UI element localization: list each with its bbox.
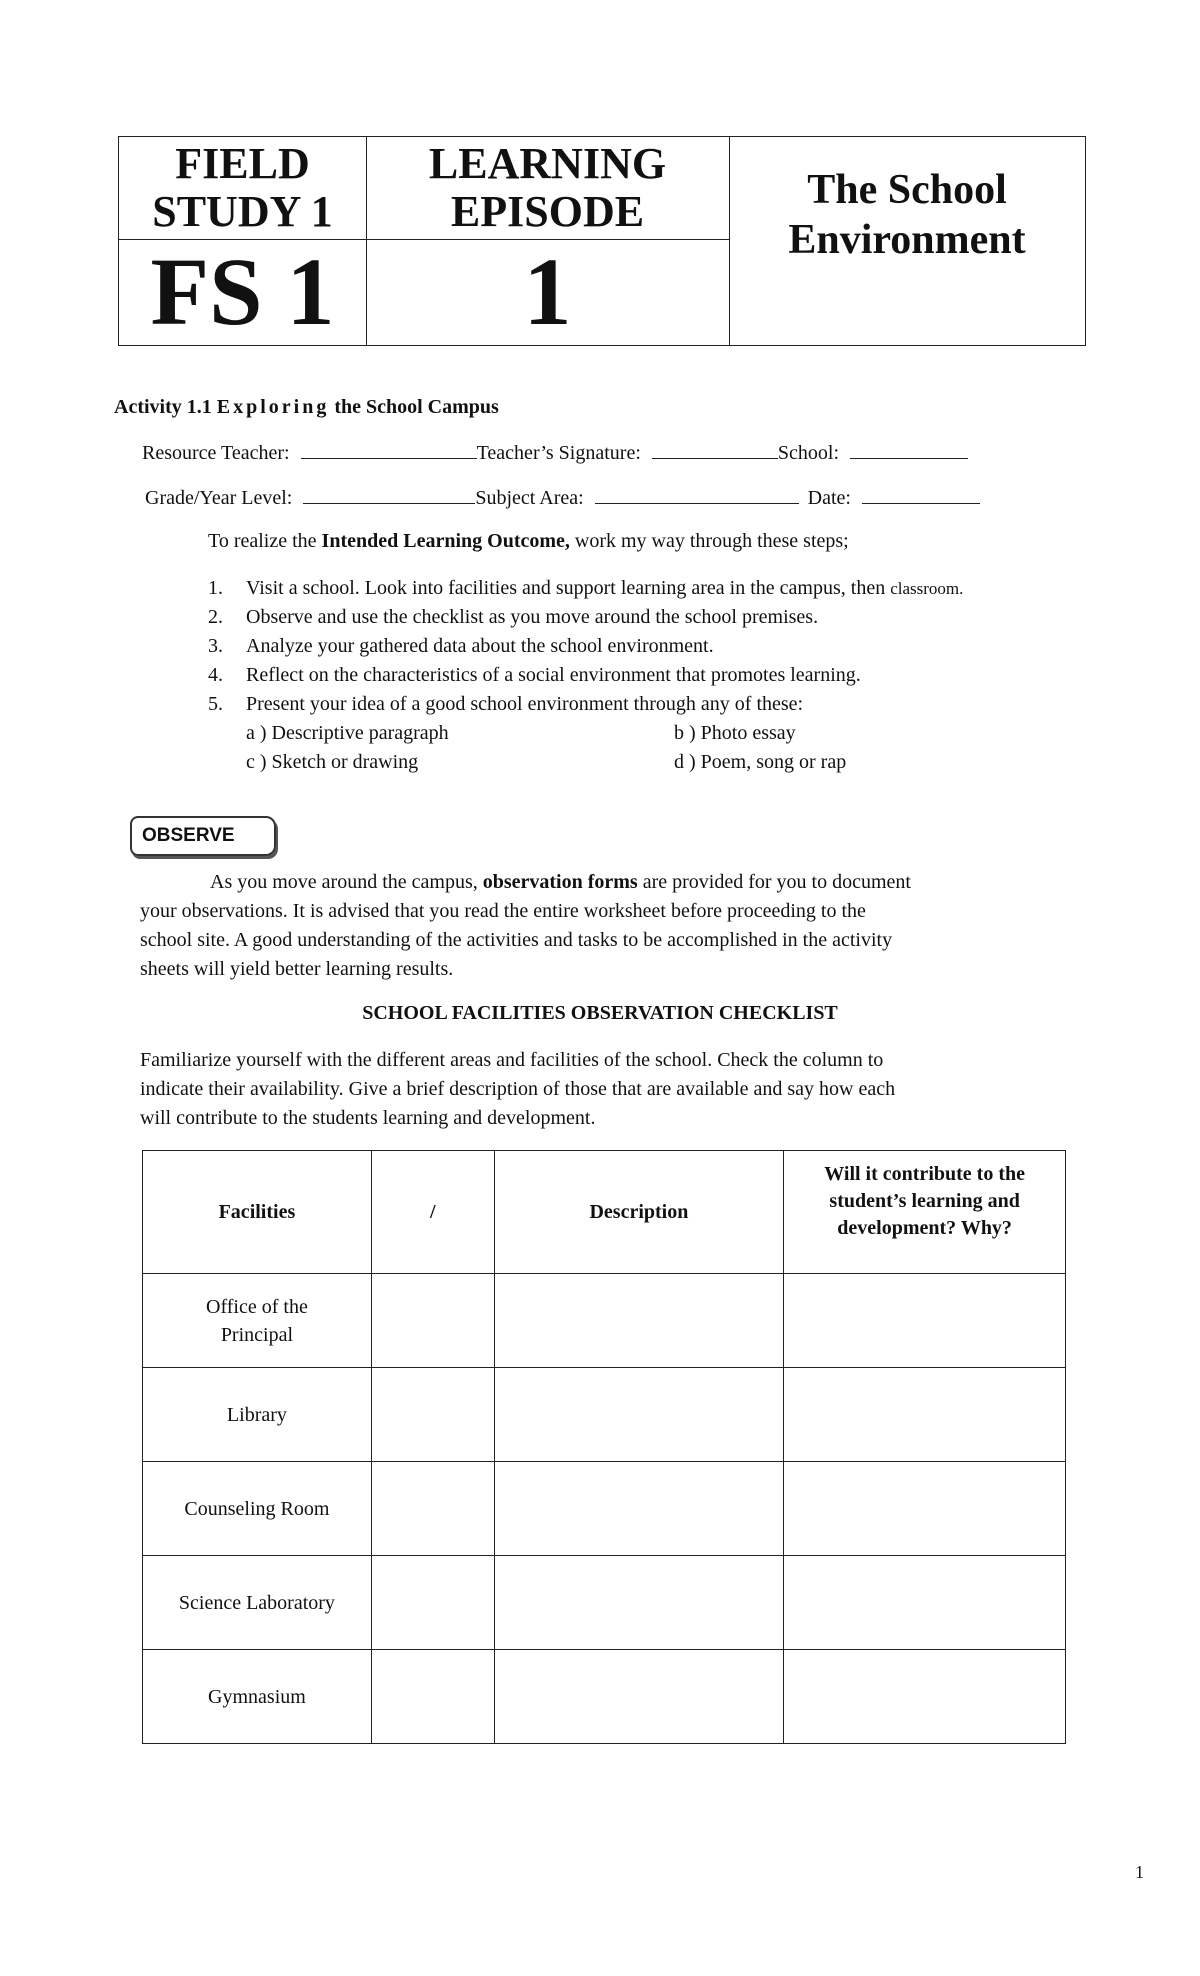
step-text: Reflect on the characteristics of a social environment that promotes learning. (246, 664, 861, 686)
step-item (208, 574, 963, 603)
step-number: 2. (208, 606, 223, 628)
intro-before: To realize the (208, 530, 322, 552)
subject-area-blank[interactable] (595, 485, 799, 504)
step-item (208, 690, 963, 719)
step-text: Visit a school. Look into facilities and support learning area in the campus, then (246, 577, 891, 599)
facility-name: Gymnasium (143, 1650, 372, 1744)
facility-name: Science Laboratory (143, 1556, 372, 1650)
observe-bold: observation forms (482, 871, 638, 893)
description-cell[interactable] (494, 1274, 784, 1368)
date-blank[interactable] (862, 485, 980, 504)
observe-line-3: school site. A good understanding of the activities and tasks to be accomplished in the activity (140, 929, 893, 951)
option-d: d ) Poem, song or rap (674, 751, 847, 773)
facility-name: Counseling Room (143, 1462, 372, 1556)
grade-level-blank[interactable] (303, 485, 475, 504)
check-cell[interactable] (371, 1556, 494, 1650)
instructions-line-2: indicate their availability. Give a brief description of those that are available and say how each (140, 1078, 896, 1100)
step-number: 3. (208, 635, 223, 657)
activity-title (114, 396, 499, 419)
facility-name (143, 1274, 372, 1368)
header-contribute-text: Will it contribute to the student’s learning and development? Why? (824, 1162, 1025, 1239)
field-study-title: FIELD STUDY 1 (152, 139, 333, 236)
check-cell[interactable] (371, 1462, 494, 1556)
step-item (208, 603, 963, 632)
check-cell[interactable] (371, 1274, 494, 1368)
description-cell[interactable] (494, 1368, 784, 1462)
table-row (143, 1650, 1066, 1744)
facilities-checklist-table (142, 1150, 1066, 1744)
learning-episode-title: LEARNING EPISODE (428, 139, 667, 236)
observe-line-2: your observations. It is advised that you read the entire worksheet before proceeding to the (140, 900, 866, 922)
step-number: 5. (208, 693, 223, 715)
step-text: Present your idea of a good school environment through any of these: (246, 693, 804, 715)
header-description: Description (494, 1151, 784, 1274)
facility-name-text: Office of the Principal (206, 1295, 308, 1346)
fields-row-1 (142, 440, 968, 465)
resource-teacher-blank[interactable] (301, 440, 477, 459)
fields-row-2 (145, 485, 980, 510)
checklist-title: SCHOOL FACILITIES OBSERVATION CHECKLIST (362, 1002, 838, 1024)
table-row (143, 1462, 1066, 1556)
subject-area-label: Subject Area: (475, 487, 584, 509)
episode-number: 1 (523, 238, 572, 345)
observe-before: As you move around the campus, (210, 871, 483, 893)
activity-rest: the School Campus (334, 396, 499, 418)
observe-paragraph (140, 868, 911, 984)
table-row (143, 1368, 1066, 1462)
option-c: c ) Sketch or drawing (246, 751, 419, 773)
fs-code: FS 1 (150, 238, 335, 345)
activity-label: Activity 1.1 (114, 396, 212, 418)
facility-name: Library (143, 1368, 372, 1462)
contribute-cell[interactable] (784, 1462, 1066, 1556)
header-contribute (784, 1151, 1066, 1274)
steps-list (208, 574, 963, 777)
school-blank[interactable] (850, 440, 968, 459)
step-item (208, 661, 963, 690)
table-row (143, 1274, 1066, 1368)
step-text-small: classroom. (890, 579, 964, 598)
options-row (208, 748, 963, 777)
step-item (208, 632, 963, 661)
check-cell[interactable] (371, 1368, 494, 1462)
contribute-cell[interactable] (784, 1274, 1066, 1368)
check-cell[interactable] (371, 1650, 494, 1744)
table-row (143, 1556, 1066, 1650)
intro-after: work my way through these steps; (569, 530, 849, 552)
observe-section-label: OBSERVE (130, 816, 276, 856)
table-header-row (143, 1151, 1066, 1274)
option-b: b ) Photo essay (674, 722, 796, 744)
contribute-cell[interactable] (784, 1556, 1066, 1650)
header-check: / (371, 1151, 494, 1274)
step-number: 4. (208, 664, 223, 686)
page-number: 1 (1135, 1862, 1144, 1882)
observe-after: are provided for you to document (637, 871, 911, 893)
observe-line-4: sheets will yield better learning results. (140, 958, 454, 980)
contribute-cell[interactable] (784, 1368, 1066, 1462)
instructions-line-3: will contribute to the students learning and development. (140, 1107, 596, 1129)
contribute-cell[interactable] (784, 1650, 1066, 1744)
instructions-line-1: Familiarize yourself with the different areas and facilities of the school. Check the column to (140, 1049, 884, 1071)
description-cell[interactable] (494, 1556, 784, 1650)
options-row (208, 719, 963, 748)
step-text: Analyze your gathered data about the school environment. (246, 635, 714, 657)
topic-title: The School Environment (788, 167, 1026, 263)
date-label: Date: (807, 487, 851, 509)
header-facilities: Facilities (143, 1151, 372, 1274)
activity-exploring: Exploring (216, 396, 330, 418)
checklist-instructions (140, 1046, 895, 1133)
intro-bold: Intended Learning Outcome, (321, 530, 570, 552)
description-cell[interactable] (494, 1462, 784, 1556)
teacher-signature-blank[interactable] (652, 440, 778, 459)
option-a: a ) Descriptive paragraph (246, 722, 449, 744)
intro-text (208, 530, 849, 553)
school-label: School: (777, 442, 840, 464)
step-text: Observe and use the checklist as you move around the school premises. (246, 606, 819, 628)
teacher-signature-label: Teacher’s Signature: (476, 442, 641, 464)
resource-teacher-label: Resource Teacher: (142, 442, 290, 464)
step-number: 1. (208, 577, 223, 599)
description-cell[interactable] (494, 1650, 784, 1744)
header-box (118, 136, 1086, 346)
observe-line-1 (140, 868, 911, 897)
grade-level-label: Grade/Year Level: (145, 487, 293, 509)
